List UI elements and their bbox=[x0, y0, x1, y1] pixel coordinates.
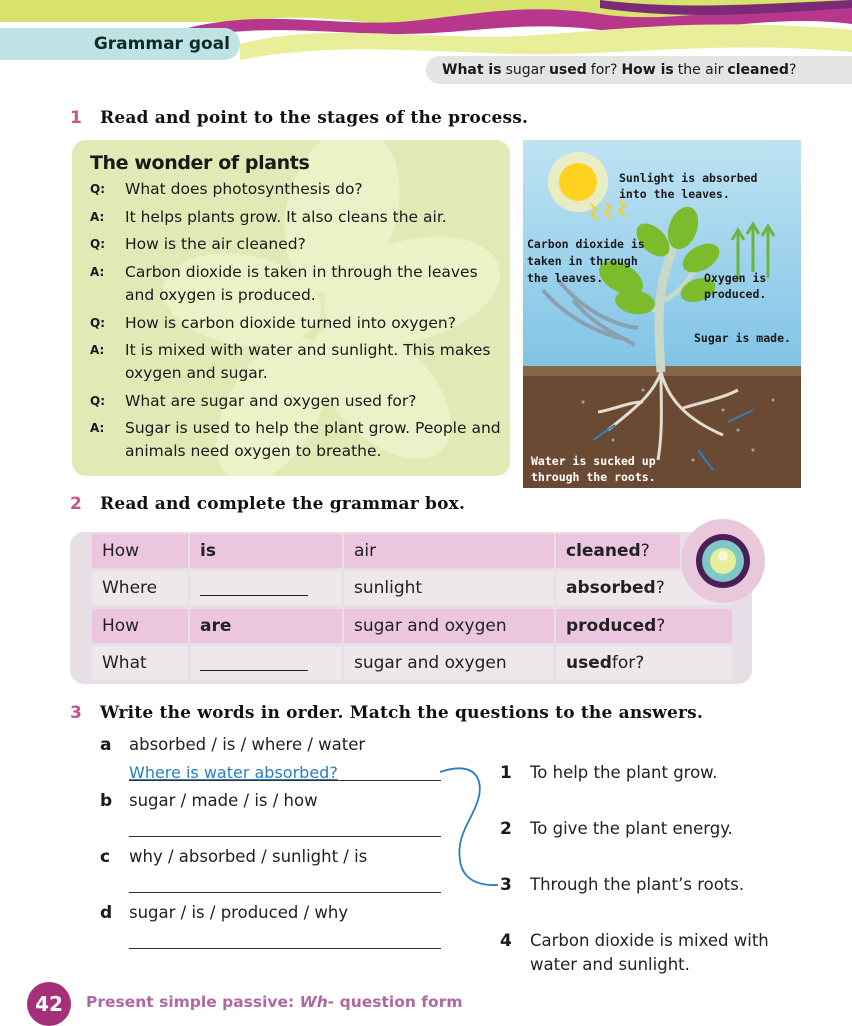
qa-label: A: bbox=[90, 343, 105, 357]
footer-topic-italic: Wh- bbox=[299, 993, 335, 1011]
diagram-label-water-2: through the roots. bbox=[531, 470, 656, 484]
diagram-label-oxygen-1: Oxygen is bbox=[704, 271, 767, 285]
grammar-box bbox=[70, 532, 752, 684]
grammar-suffix: for? bbox=[611, 653, 645, 673]
qa-label: Q: bbox=[90, 237, 105, 251]
answer-text: Through the plant’s roots. bbox=[530, 875, 745, 894]
qa-text: It helps plants grow. It also cleans the air. bbox=[125, 208, 447, 226]
answer-text: water and sunlight. bbox=[530, 955, 690, 974]
question-letter: a bbox=[100, 735, 112, 755]
matching-line bbox=[436, 760, 506, 890]
grammar-blank-cell[interactable] bbox=[190, 571, 342, 605]
footer-topic bbox=[86, 993, 463, 1011]
goal-part: ? bbox=[788, 62, 797, 78]
grammar-cell: What bbox=[92, 646, 188, 680]
grammar-cell: sugar and oxygen bbox=[344, 646, 554, 680]
qa-text: Carbon dioxide is taken in through the leaves and oxygen is produced. bbox=[125, 263, 478, 304]
reading-title: The wonder of plants bbox=[90, 152, 310, 174]
qa-label: Q: bbox=[90, 182, 105, 196]
grammar-cell: is bbox=[190, 534, 342, 568]
qa-text: What are sugar and oxygen used for? bbox=[125, 392, 417, 410]
answer-line[interactable] bbox=[129, 948, 441, 949]
grammar-verb: cleaned bbox=[566, 541, 641, 561]
grammar-suffix: ? bbox=[655, 578, 665, 598]
qa-label: A: bbox=[90, 265, 105, 279]
grammar-blank-cell[interactable] bbox=[190, 646, 342, 680]
page-number: 42 bbox=[27, 982, 71, 1026]
answer-line[interactable] bbox=[129, 892, 441, 893]
goal-part: sugar bbox=[505, 62, 545, 78]
footer-topic-main: Present simple passive: bbox=[86, 993, 295, 1011]
grammar-cell: air bbox=[344, 534, 554, 568]
grammar-verb: absorbed bbox=[566, 578, 656, 598]
exercise-3-number: 3 bbox=[70, 703, 82, 723]
qa-text: How is the air cleaned? bbox=[125, 235, 306, 253]
qa-label: A: bbox=[90, 421, 105, 435]
grammar-cell: sugar and oxygen bbox=[344, 609, 554, 643]
question-letter: d bbox=[100, 903, 113, 923]
answer-number: 1 bbox=[500, 763, 512, 783]
goal-part: What is bbox=[442, 62, 502, 78]
grammar-verb: produced bbox=[566, 616, 657, 636]
photosynthesis-diagram bbox=[523, 140, 801, 488]
goal-part: the air bbox=[677, 62, 724, 78]
grammar-goal-label: Grammar goal bbox=[0, 28, 240, 60]
diagram-label-water-1: Water is sucked up bbox=[531, 454, 656, 468]
grammar-cell: are bbox=[190, 609, 342, 643]
goal-part: for? bbox=[590, 62, 618, 78]
grammar-suffix: ? bbox=[656, 616, 666, 636]
grammar-cell: How bbox=[92, 534, 188, 568]
grammar-box-badge-icon bbox=[680, 518, 766, 604]
exercise-3-instruction: Write the words in order. Match the questions to the answers. bbox=[100, 703, 704, 723]
diagram-label-co2-3: the leaves. bbox=[527, 271, 604, 285]
answer-text: To give the plant energy. bbox=[530, 819, 733, 838]
diagram-label-oxygen-2: produced. bbox=[704, 287, 767, 301]
scrambled-words: sugar / made / is / how bbox=[129, 791, 318, 810]
answer-number: 4 bbox=[500, 931, 512, 951]
scrambled-words: sugar / is / produced / why bbox=[129, 903, 349, 922]
diagram-label-co2-1: Carbon dioxide is bbox=[527, 237, 645, 251]
diagram-label-sunlight-2: into the leaves. bbox=[619, 187, 730, 201]
answer-line[interactable] bbox=[129, 780, 441, 781]
qa-text: It is mixed with water and sunlight. This makes oxygen and sugar. bbox=[125, 341, 491, 382]
written-answer[interactable]: Where is water absorbed? bbox=[129, 763, 338, 782]
grammar-cell: sunlight bbox=[344, 571, 554, 605]
answer-text: To help the plant grow. bbox=[530, 763, 718, 782]
question-letter: b bbox=[100, 791, 113, 811]
reading-text-box bbox=[72, 140, 510, 476]
goal-part: cleaned bbox=[727, 62, 789, 78]
answer-number: 3 bbox=[500, 875, 512, 895]
answer-number: 2 bbox=[500, 819, 512, 839]
answer-text: Carbon dioxide is mixed with bbox=[530, 931, 769, 950]
diagram-label-sunlight-1: Sunlight is absorbed bbox=[619, 171, 758, 185]
qa-label: Q: bbox=[90, 394, 105, 408]
exercise-1-instruction: Read and point to the stages of the process. bbox=[100, 108, 529, 128]
grammar-verb: used bbox=[566, 653, 612, 673]
grammar-cell: Where bbox=[92, 571, 188, 605]
scrambled-words: why / absorbed / sunlight / is bbox=[129, 847, 368, 866]
qa-text: How is carbon dioxide turned into oxygen? bbox=[125, 314, 456, 332]
qa-text: What does photosynthesis do? bbox=[125, 180, 363, 198]
grammar-blank[interactable] bbox=[200, 656, 308, 671]
goal-part: used bbox=[548, 62, 587, 78]
question-letter: c bbox=[100, 847, 111, 867]
footer-topic-end: question form bbox=[339, 993, 463, 1011]
diagram-label-sugar: Sugar is made. bbox=[694, 331, 791, 345]
grammar-goal-question bbox=[426, 56, 852, 84]
exercise-2-number: 2 bbox=[70, 494, 82, 514]
grammar-cell-end bbox=[556, 646, 732, 680]
grammar-cell-end bbox=[556, 609, 732, 643]
grammar-blank[interactable] bbox=[200, 581, 308, 596]
grammar-cell-end bbox=[556, 534, 680, 568]
scrambled-words: absorbed / is / where / water bbox=[129, 735, 366, 754]
grammar-cell: How bbox=[92, 609, 188, 643]
answer-line[interactable] bbox=[129, 836, 441, 837]
qa-text: Sugar is used to help the plant grow. People and animals need oxygen to breathe. bbox=[125, 419, 501, 460]
qa-label: Q: bbox=[90, 316, 105, 330]
goal-part: How is bbox=[621, 62, 674, 78]
diagram-label-co2-2: taken in through bbox=[527, 254, 638, 268]
exercise-2-instruction: Read and complete the grammar box. bbox=[100, 494, 466, 514]
grammar-suffix: ? bbox=[640, 541, 650, 561]
qa-label: A: bbox=[90, 210, 105, 224]
exercise-1-number: 1 bbox=[70, 108, 82, 128]
